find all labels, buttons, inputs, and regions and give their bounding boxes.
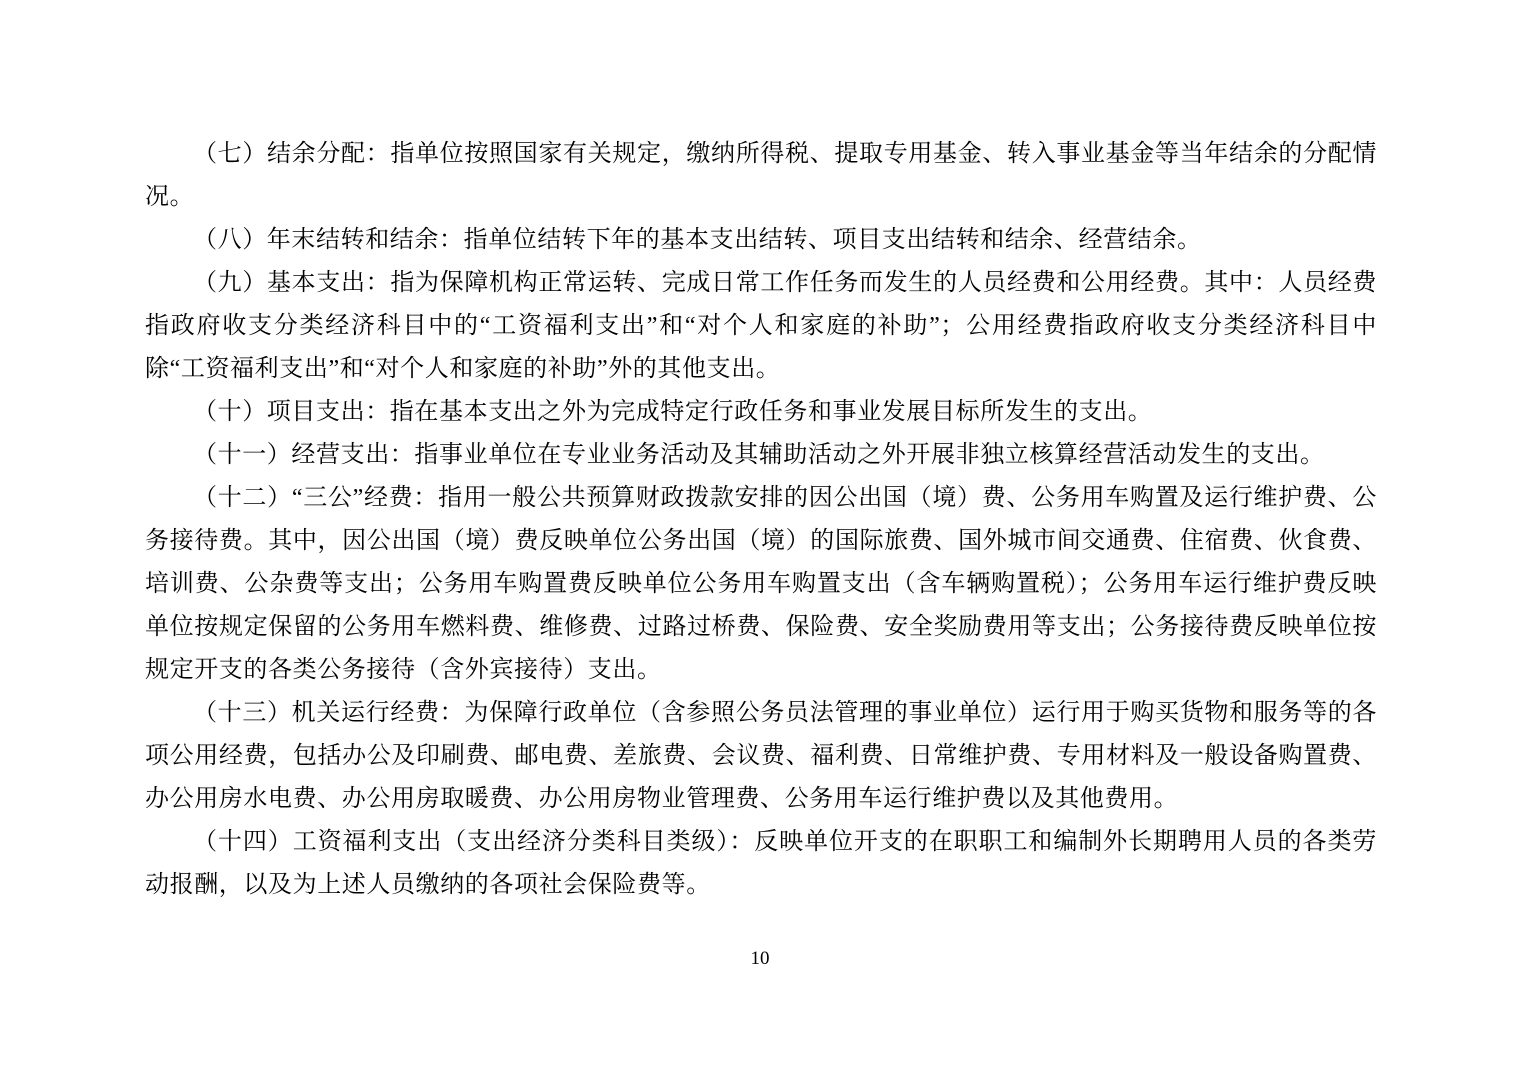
page-number: 10 <box>750 948 770 969</box>
paragraph: （八）年末结转和结余：指单位结转下年的基本支出结转、项目支出结转和结余、经营结余。 <box>193 227 1202 253</box>
paragraph: （十）项目支出：指在基本支出之外为完成特定行政任务和事业发展目标所发生的支出。 <box>193 399 1153 425</box>
paragraph: （九）基本支出：指为保障机构正常运转、完成日常工作任务而发生的人员经费和公用经费。其中：人员经费指政府收支分类经济科目中的“工资福利支出”和“对个人和家庭的补助”；公用经费指政府收支分类经济科目中除“工资福利支出”和“对个人和家庭的补助”外的其他支出。 <box>145 270 1377 382</box>
document-body <box>145 133 1377 907</box>
paragraph: （十三）机关运行经费：为保障行政单位（含参照公务员法管理的事业单位）运行用于购买货物和服务等的各项公用经费，包括办公及印刷费、邮电费、差旅费、会议费、福利费、日常维护费、专用材料及一般设备购置费、办公用房水电费、办公用房取暖费、办公用房物业管理费、公务用车运行维护费以及其他费用。 <box>145 700 1377 812</box>
paragraph: （十四）工资福利支出（支出经济分类科目类级）：反映单位开支的在职职工和编制外长期聘用人员的各类劳动报酬，以及为上述人员缴纳的各项社会保险费等。 <box>145 829 1377 898</box>
paragraph: （十二）“三公”经费：指用一般公共预算财政拨款安排的因公出国（境）费、公务用车购置及运行维护费、公务接待费。其中，因公出国（境）费反映单位公务出国（境）的国际旅费、国外城市间交通费、住宿费、伙食费、培训费、公杂费等支出；公务用车购置费反映单位公务用车购置支出（含车辆购置税）；公务用车运行维护费反映单位按规定保留的公务用车燃料费、维修费、过路过桥费、保险费、安全奖励费用等支出；公务接待费反映单位按规定开支的各类公务接待（含外宾接待）支出。 <box>145 485 1377 683</box>
paragraph: （十一）经营支出：指事业单位在专业业务活动及其辅助活动之外开展非独立核算经营活动发生的支出。 <box>193 442 1325 468</box>
paragraph: （七）结余分配：指单位按照国家有关规定，缴纳所得税、提取专用基金、转入事业基金等当年结余的分配情况。 <box>145 141 1377 210</box>
